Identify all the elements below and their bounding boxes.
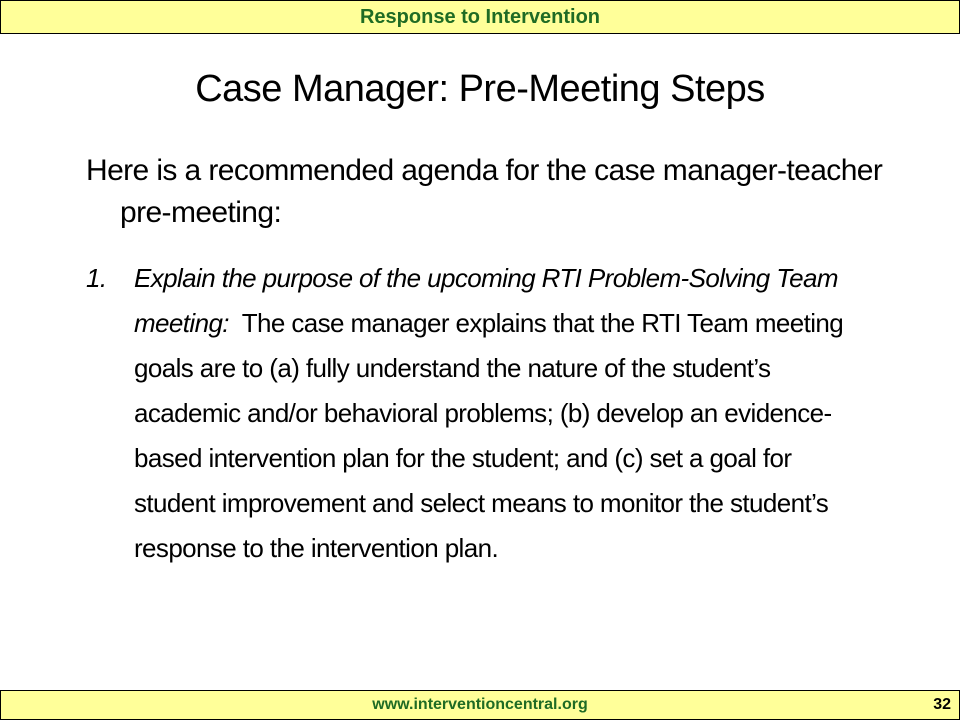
- intro-paragraph: Here is a recommended agenda for the case manager-teacher pre-meeting:: [86, 154, 883, 229]
- page-number: 32: [933, 696, 951, 713]
- footer-url: www.interventioncentral.org: [372, 696, 588, 713]
- step-text: The case manager explains that the RTI Team meeting goals are to (a) fully understand the nature of the student’s academic and/or behavioral problems; (b) develop an evidence-based intervention plan for the student; and (c) set a goal for student improvement and select means to monitor the student’s response to the intervention plan.: [134, 308, 844, 563]
- step-lead: Explain the purpose of the upcoming RTI Problem-Solving Team meeting:: [134, 263, 838, 338]
- header-banner-title: Response to Intervention: [359, 6, 601, 28]
- step-number: 1.: [86, 263, 107, 293]
- slide-title: Case Manager: Pre-Meeting Steps: [195, 68, 765, 110]
- step-body: [134, 256, 876, 571]
- agenda-step: [86, 256, 876, 571]
- header-banner: [0, 0, 960, 34]
- footer-bar: [0, 690, 960, 720]
